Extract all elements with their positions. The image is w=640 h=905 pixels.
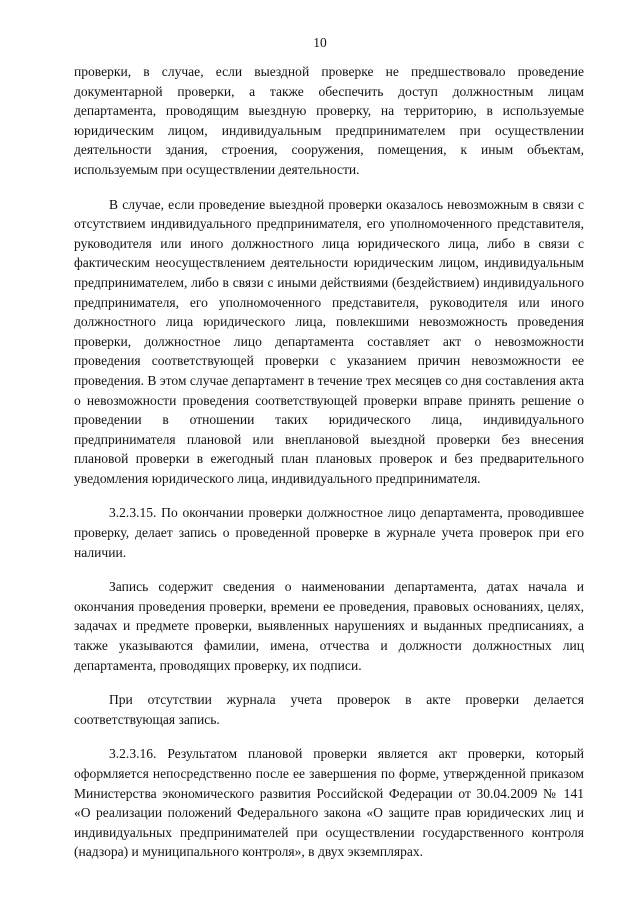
paragraph-3-2-3-16: 3.2.3.16. Результатом плановой проверки является акт проверки, который оформляется непосредственно после ее завершения по форме, утвержденной приказом Министерства экономического развития Российской Федерации от 30.04.2009 № 141 «О реализации положений Федерального закона «О защите прав юридических лиц и индивидуальных предпринимателей при осуществлении государственного контроля (надзора) и муниципального контроля», в двух экземплярах. (74, 746, 584, 860)
page-number: 10 (313, 35, 327, 50)
paragraph-inspection-impossible: В случае, если проведение выездной проверки оказалось невозможным в связи с отсутствием индивидуального предпринимателя, его уполномоченного представителя, руководителя или иного должностного лица юридического лица, либо в связи с фактическим неосуществлением деятельности юридическим лицом, индивидуальным предпринимателем, либо в связи с иными действиями (бездействием) индивидуального предпринимателя, его уполномоченного представителя, руководителя или иного должностного лица юридического лица, повлекшими невозможность проведения проверки, должностное лицо департамента составляет акт о невозможности проведения соответствующей проверки с указанием причин невозможности ее проведения. В этом случае департамент в течение трех месяцев со дня составления акта о невозможности проведения соответствующей проверки вправе принять решение о проведении в отношении таких юридического лица, индивидуального предпринимателя плановой или внеплановой выездной проверки без внесения плановой проверки в ежегодный план плановых проверок и без предварительного уведомления юридического лица, индивидуального предпринимателя. (74, 196, 584, 486)
paragraph-3-2-3-15: 3.2.3.15. По окончании проверки должностное лицо департамента, проводившее проверку, делает запись о проведенной проверке в журнале учета проверок при его наличии. (74, 505, 584, 560)
document-body (74, 62, 584, 877)
paragraph-journal-record: Запись содержит сведения о наименовании департамента, датах начала и окончания проведения проверки, времени ее проведения, правовых основаниях, целях, задачах и предмете проверки, выявленных нарушениях и выданных предписаниях, а также указываются фамилии, имена, отчества и должности должностных лиц департамента, проводящих проверку, их подписи. (74, 579, 584, 673)
paragraph-no-journal: При отсутствии журнала учета проверок в акте проверки делается соответствующая запись. (74, 692, 584, 727)
paragraph-continuation: проверки, в случае, если выездной проверке не предшествовало проведение документарной проверки, а также обеспечить доступ должностным лицам департамента, проводящим выездную проверку, на территорию, в используемые юридическим лицом, индивидуальным предпринимателем при осуществлении деятельности здания, строения, сооружения, помещения, к иным объектам, используемым при осуществлении деятельности. (74, 64, 584, 177)
